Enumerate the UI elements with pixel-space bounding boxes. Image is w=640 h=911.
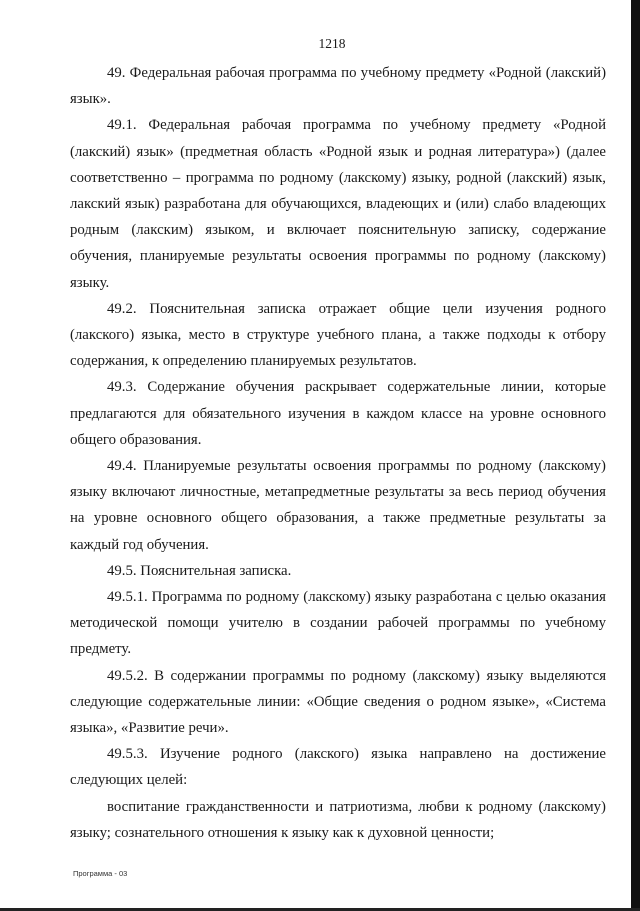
paragraph-49-4: 49.4. Планируемые результаты освоения программы по родному (лакскому) языку включают личностные, метапредметные результаты за весь период обучения на уровне основного общего образования, а также предметные результаты за каждый год обучения.: [70, 458, 606, 553]
paragraph-49-2: 49.2. Пояснительная записка отражает общие цели изучения родного (лакского) языка, место в структуре учебного плана, а также подходы к отбору содержания, к определению планируемых результатов.: [70, 300, 606, 370]
paragraph-49-5-2: 49.5.2. В содержании программы по родному (лакскому) языку выделяются следующие содержательные линии: «Общие сведения о родном языке», «Система языка», «Развитие речи».: [70, 667, 606, 737]
document-body: [70, 60, 606, 846]
paragraph-49-1: 49.1. Федеральная рабочая программа по учебному предмету «Родной (лакский) язык» (предметная область «Родной язык и родная литература») (далее соответственно – программа по родному (лакскому) языку, родной (лакский) язык, лакский язык) разработана для обучающихся, владеющих и (или) слабо владеющих родным (лакским) языком, и включает пояснительную записку, содержание обучения, планируемые результаты освоения программы по родному (лакскому) языку.: [70, 117, 606, 291]
paragraph-49-5-1: 49.5.1. Программа по родному (лакскому) языку разработана с целью оказания методической помощи учителю в создании рабочей программы по учебному предмету.: [70, 589, 606, 658]
paragraph-49-5: 49.5. Пояснительная записка.: [107, 562, 292, 579]
scan-edge-right: [631, 0, 640, 911]
paragraph-49-3: 49.3. Содержание обучения раскрывает содержательные линии, которые предлагаются для обязательного изучения в каждом классе на уровне основного общего образования.: [70, 379, 606, 448]
goal-item-1: воспитание гражданственности и патриотизма, любви к родному (лакскому) языку; сознательного отношения к языку как к духовной ценности;: [70, 798, 606, 841]
section-heading-49: 49. Федеральная рабочая программа по учебному предмету «Родной (лакский) язык».: [70, 65, 606, 108]
paragraph-49-5-3: 49.5.3. Изучение родного (лакского) языка направлено на достижение следующих целей:: [70, 746, 606, 789]
page-footer: Программа - 03: [73, 869, 128, 878]
page-number: 1218: [318, 36, 346, 51]
